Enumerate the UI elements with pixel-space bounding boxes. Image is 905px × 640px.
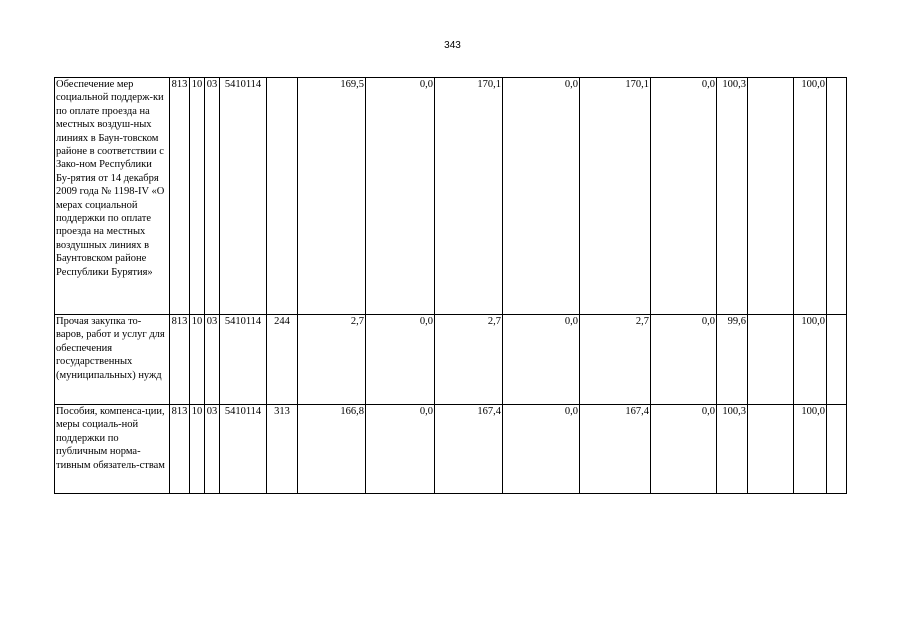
budget-table: [54, 77, 847, 494]
row-value-4: 0,0: [503, 405, 580, 494]
row-csr-code: 5410114: [220, 405, 267, 494]
row-rz-code: 10: [190, 405, 205, 494]
row-percent-2: 100,0: [794, 78, 827, 315]
row-percent-1: 100,3: [717, 405, 748, 494]
row-rz-code: 10: [190, 78, 205, 315]
row-value-8: [748, 78, 794, 315]
row-description: Прочая закупка то-варов, работ и услуг для обеспечения государственных (муниципальных) нужд: [55, 315, 170, 405]
row-value-1: 2,7: [298, 315, 366, 405]
row-percent-1: 99,6: [717, 315, 748, 405]
row-value-5: 167,4: [580, 405, 651, 494]
row-gr-code: 813: [170, 78, 190, 315]
row-value-8: [748, 405, 794, 494]
row-value-6: 0,0: [651, 315, 717, 405]
row-rz-code: 10: [190, 315, 205, 405]
row-value-1: 166,8: [298, 405, 366, 494]
row-value-3: 167,4: [435, 405, 503, 494]
page-number: 343: [444, 40, 461, 51]
row-percent-2: 100,0: [794, 315, 827, 405]
row-gr-code: 813: [170, 405, 190, 494]
row-value-4: 0,0: [503, 78, 580, 315]
table-row: [55, 405, 847, 494]
row-value-10: [827, 405, 847, 494]
row-csr-code: 5410114: [220, 78, 267, 315]
row-value-8: [748, 315, 794, 405]
row-value-2: 0,0: [366, 78, 435, 315]
row-value-6: 0,0: [651, 78, 717, 315]
row-value-5: 2,7: [580, 315, 651, 405]
row-percent-1: 100,3: [717, 78, 748, 315]
table-row: [55, 78, 847, 315]
row-vr-code: [267, 78, 298, 315]
row-pr-code: 03: [205, 78, 220, 315]
row-value-2: 0,0: [366, 405, 435, 494]
row-description: Пособия, компенса-ции, меры социаль-ной поддержки по публичным норма-тивным обязатель-ствам: [55, 405, 170, 494]
row-value-5: 170,1: [580, 78, 651, 315]
row-description: Обеспечение мер социальной поддерж-ки по оплате проезда на местных воздуш-ных линиях в Баун-товском районе в соответствии с Зако-ном Республики Бу-рятия от 14 декабря 2009 года № 1198-IV «О мерах социальной поддержки по оплате проезда на местных воздушных линиях в Баунтовском районе Республики Бурятия»: [55, 78, 170, 315]
row-value-10: [827, 78, 847, 315]
row-vr-code: 244: [267, 315, 298, 405]
row-value-1: 169,5: [298, 78, 366, 315]
row-pr-code: 03: [205, 315, 220, 405]
row-value-6: 0,0: [651, 405, 717, 494]
row-csr-code: 5410114: [220, 315, 267, 405]
row-value-3: 2,7: [435, 315, 503, 405]
row-vr-code: 313: [267, 405, 298, 494]
row-pr-code: 03: [205, 405, 220, 494]
row-value-10: [827, 315, 847, 405]
row-percent-2: 100,0: [794, 405, 827, 494]
table-row: [55, 315, 847, 405]
row-gr-code: 813: [170, 315, 190, 405]
row-value-2: 0,0: [366, 315, 435, 405]
row-value-3: 170,1: [435, 78, 503, 315]
row-value-4: 0,0: [503, 315, 580, 405]
